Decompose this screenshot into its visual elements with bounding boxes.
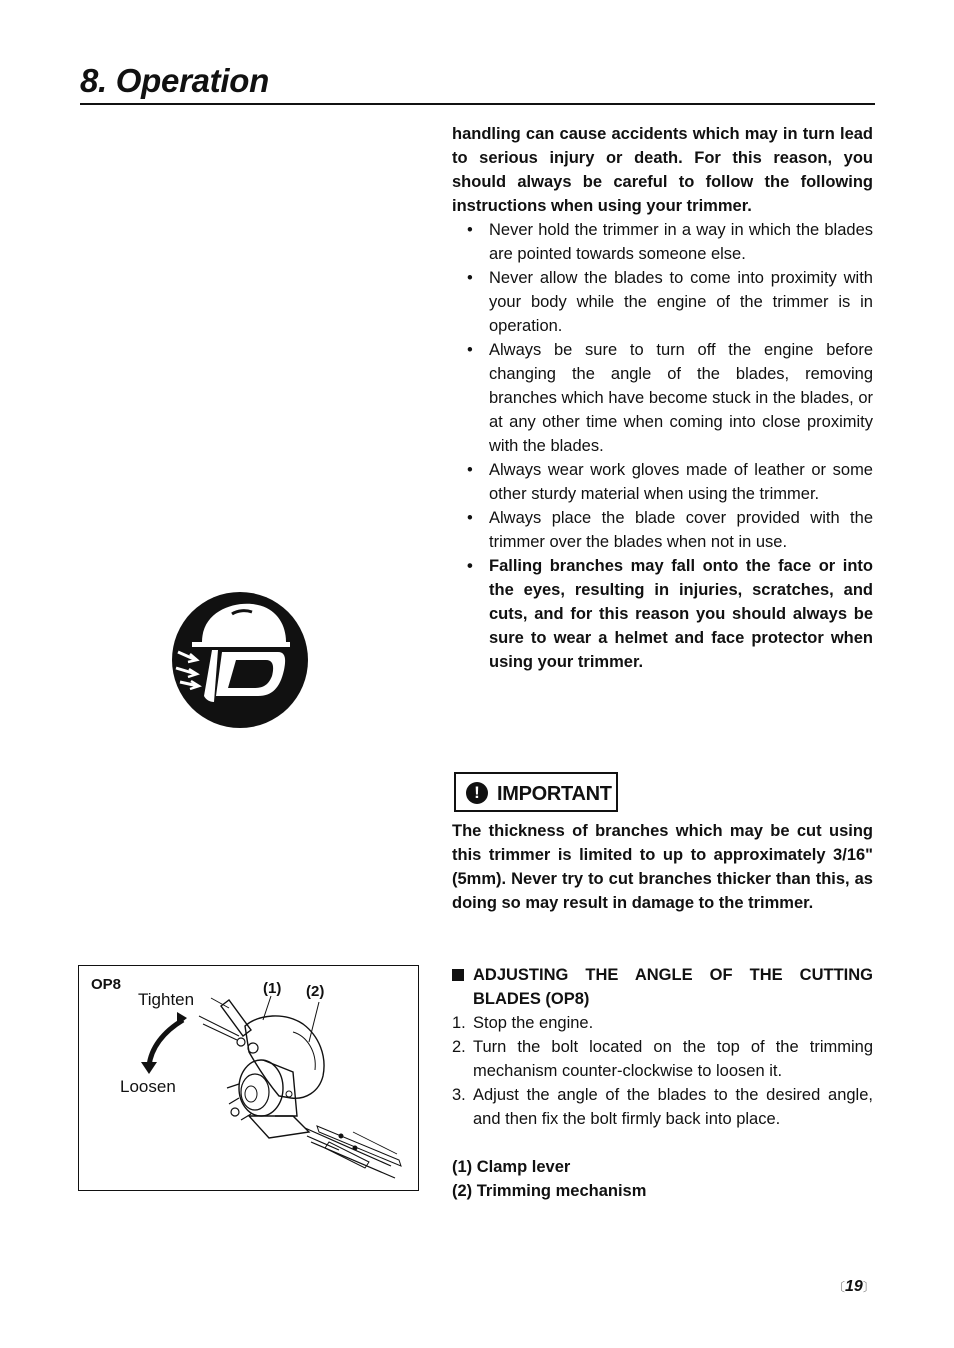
legend-item: (2) Trimming mechanism <box>452 1182 647 1200</box>
steps-list <box>452 1011 873 1131</box>
title-rule <box>80 103 875 105</box>
tighten-label: Tighten <box>138 990 195 1009</box>
figure-op8 <box>78 965 419 1191</box>
rotate-arrow-icon <box>149 1020 183 1066</box>
list-item: • Always place the blade cover provided with the trimmer over the blades when not in use. <box>452 506 873 554</box>
important-label: IMPORTANT <box>497 783 612 805</box>
loosen-label: Loosen <box>120 1077 176 1096</box>
legend-item: (1) Clamp lever <box>452 1158 571 1176</box>
callout-1: (1) <box>263 980 282 997</box>
warning-list <box>452 218 873 674</box>
page-title: 8. Operation <box>80 62 269 99</box>
list-item: • Never allow the blades to come into proximity with your body while the engine of the trimmer is in operation. <box>452 266 873 338</box>
list-item: 1. Stop the engine. <box>452 1014 594 1032</box>
helmet-face-shield-icon <box>170 590 310 730</box>
page-number: 〔19〕 <box>833 1278 875 1295</box>
trimmer-head-drawing <box>79 966 420 1192</box>
callout-2: (2) <box>306 983 325 1000</box>
warning-intro: handling can cause accidents which may in turn lead to serious injury or death. For this reason, you should always be careful to follow the following instructions when using your trimmer. <box>452 125 873 215</box>
important-text: The thickness of branches which may be cut using this trimmer is limited to up to approximately 3/16" (5mm). Never try to cut branches thicker than this, as doing so may result in damage to the trimmer. <box>452 822 873 912</box>
adjust-section <box>452 963 873 1203</box>
important-badge <box>454 772 618 812</box>
list-item: • Always wear work gloves made of leather or some other sturdy material when using the trimmer. <box>452 458 873 506</box>
warning-section <box>452 122 873 674</box>
list-item: 3. Adjust the angle of the blades to the desired angle, and then fix the bolt firmly back into place. <box>452 1086 873 1128</box>
section-heading: ADJUSTING THE ANGLE OF THE CUTTING BLADES (OP8) <box>452 963 873 1011</box>
exclamation-icon: ! <box>466 782 488 804</box>
list-item: • Never hold the trimmer in a way in which the blades are pointed towards someone else. <box>452 218 873 266</box>
figure-label: OP8 <box>91 976 122 993</box>
list-item: 2. Turn the bolt located on the top of the trimming mechanism counter-clockwise to loosen it. <box>452 1038 873 1080</box>
square-bullet-icon <box>452 969 464 981</box>
list-item: • Always be sure to turn off the engine before changing the angle of the blades, removing branches which have become stuck in the blades, or at any other time when coming into close proximity with the blades. <box>452 338 873 458</box>
list-item: • Falling branches may fall onto the face or into the eyes, resulting in injuries, scratches, and cuts, and for this reason you should always be sure to wear a helmet and face protector when using your trimmer. <box>452 554 873 674</box>
